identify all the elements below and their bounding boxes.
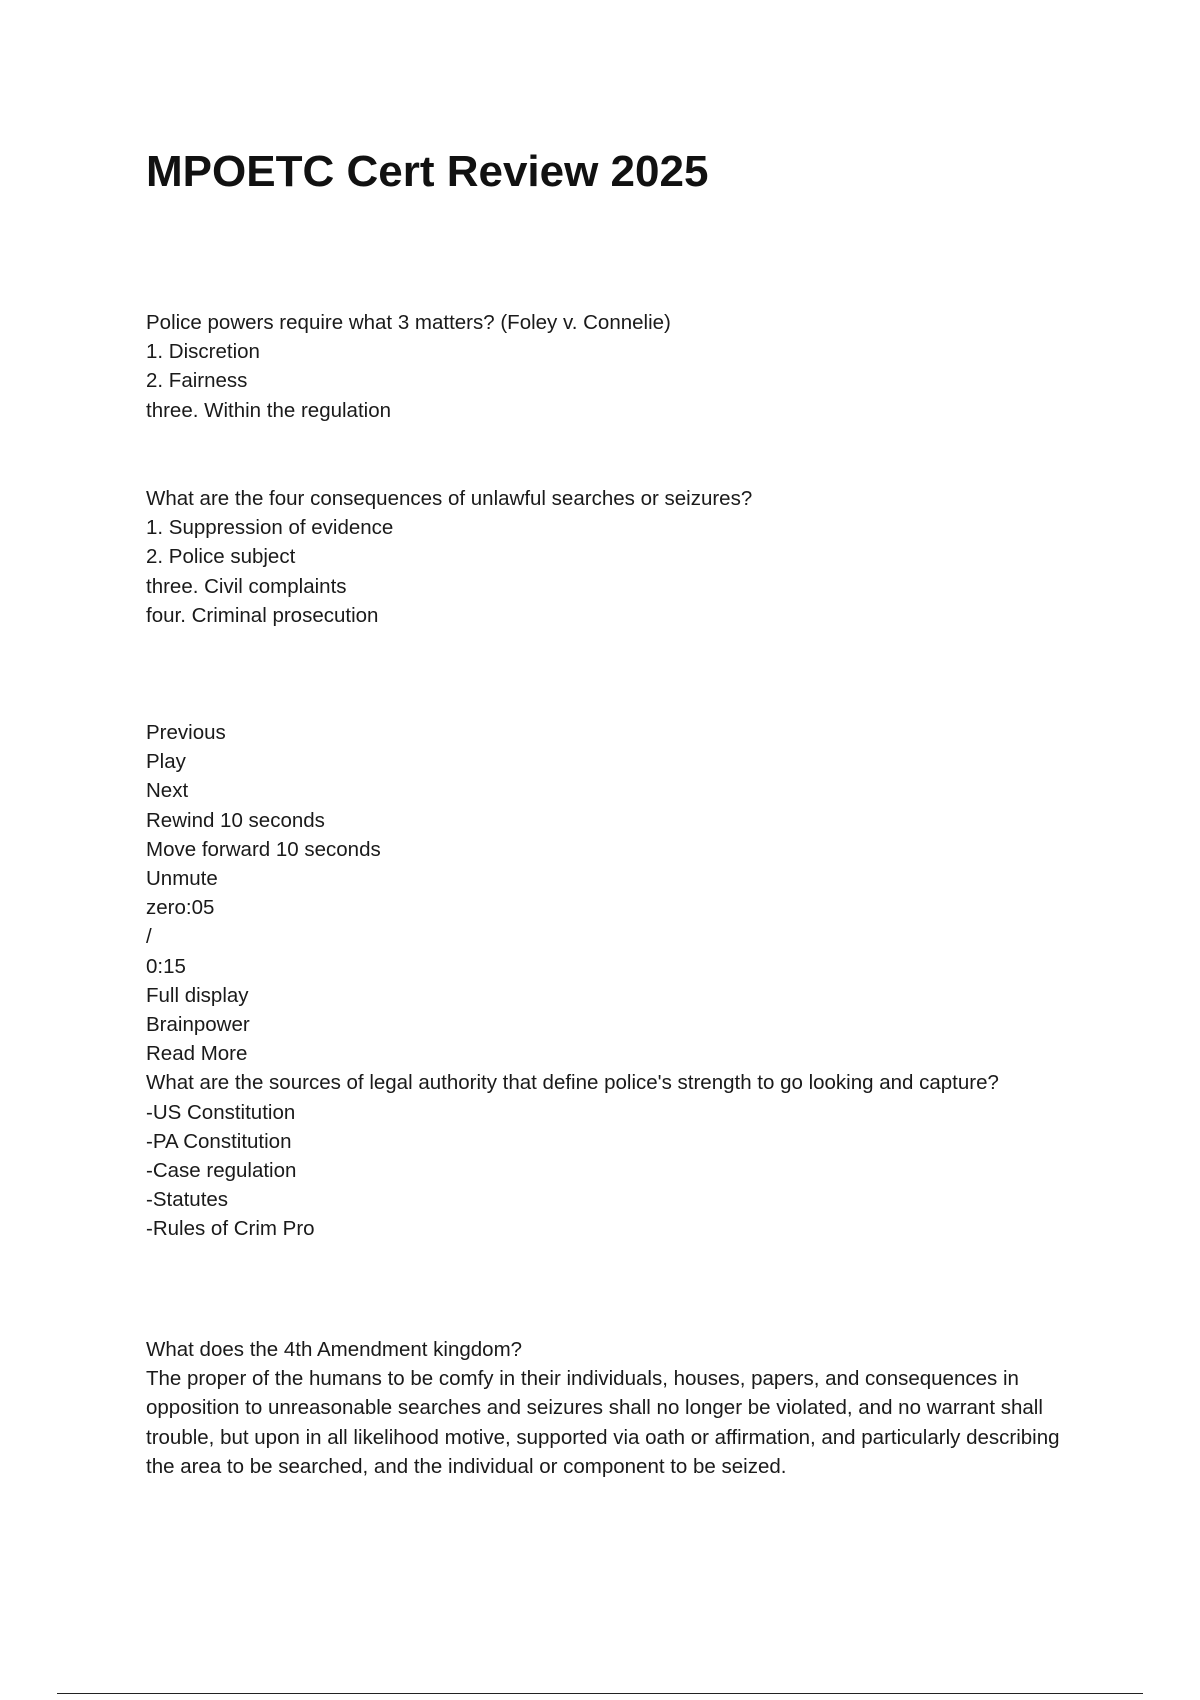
play-button[interactable]: Play (146, 750, 186, 774)
qa-fourth-amendment (146, 1335, 1066, 1481)
answer-item: 1. Discretion (146, 340, 260, 364)
question-police-powers: Police powers require what 3 matters? (Foley v. Connelie) (146, 311, 671, 334)
read-more-link[interactable]: Read More (146, 1042, 248, 1066)
qa-unlawful-search-consequences (146, 484, 1066, 630)
previous-button[interactable]: Previous (146, 721, 226, 744)
answer-item: -Case regulation (146, 1159, 297, 1183)
answer-item: 2. Police subject (146, 545, 296, 569)
question-consequences: What are the four consequences of unlawful searches or seizures? (146, 487, 753, 510)
document-title: MPOETC Cert Review 2025 (146, 147, 709, 196)
question-fourth-amendment: What does the 4th Amendment kingdom? (146, 1338, 523, 1361)
duration: 0:15 (146, 954, 186, 978)
answer-item: three. Civil complaints (146, 574, 347, 598)
answer-item: three. Within the regulation (146, 398, 391, 422)
answer-item: -Statutes (146, 1188, 229, 1212)
current-time: zero:05 (146, 896, 215, 920)
qa-police-powers (146, 308, 1066, 425)
answer-item: -US Constitution (146, 1100, 296, 1124)
unmute-button[interactable]: Unmute (146, 867, 218, 891)
time-separator: / (146, 925, 152, 949)
forward-button[interactable]: Move forward 10 seconds (146, 837, 381, 861)
page-footer-rule (57, 1693, 1143, 1694)
answer-item: four. Criminal prosecution (146, 603, 379, 627)
answer-item: 2. Fairness (146, 369, 248, 393)
media-player-text-and-sources (146, 718, 1066, 1244)
question-legal-sources: What are the sources of legal authority that define police's strength to go looking and capture? (146, 1071, 999, 1095)
brainpower-label: Brainpower (146, 1013, 250, 1037)
fullscreen-button[interactable]: Full display (146, 983, 249, 1007)
answer-item: -Rules of Crim Pro (146, 1217, 315, 1241)
answer-fourth-amendment: The proper of the humans to be comfy in their individuals, houses, papers, and consequences in opposition to unreasonable searches and seizures shall no longer be violated, and no warrant shall trouble, but upon in all likelihood motive, supported via oath or affirmation, and particularly describing the area to be searched, and the individual or component to be seized. (146, 1367, 1060, 1478)
answer-item: 1. Suppression of evidence (146, 516, 394, 540)
answer-item: -PA Constitution (146, 1129, 292, 1153)
next-button[interactable]: Next (146, 779, 189, 803)
rewind-button[interactable]: Rewind 10 seconds (146, 808, 325, 832)
